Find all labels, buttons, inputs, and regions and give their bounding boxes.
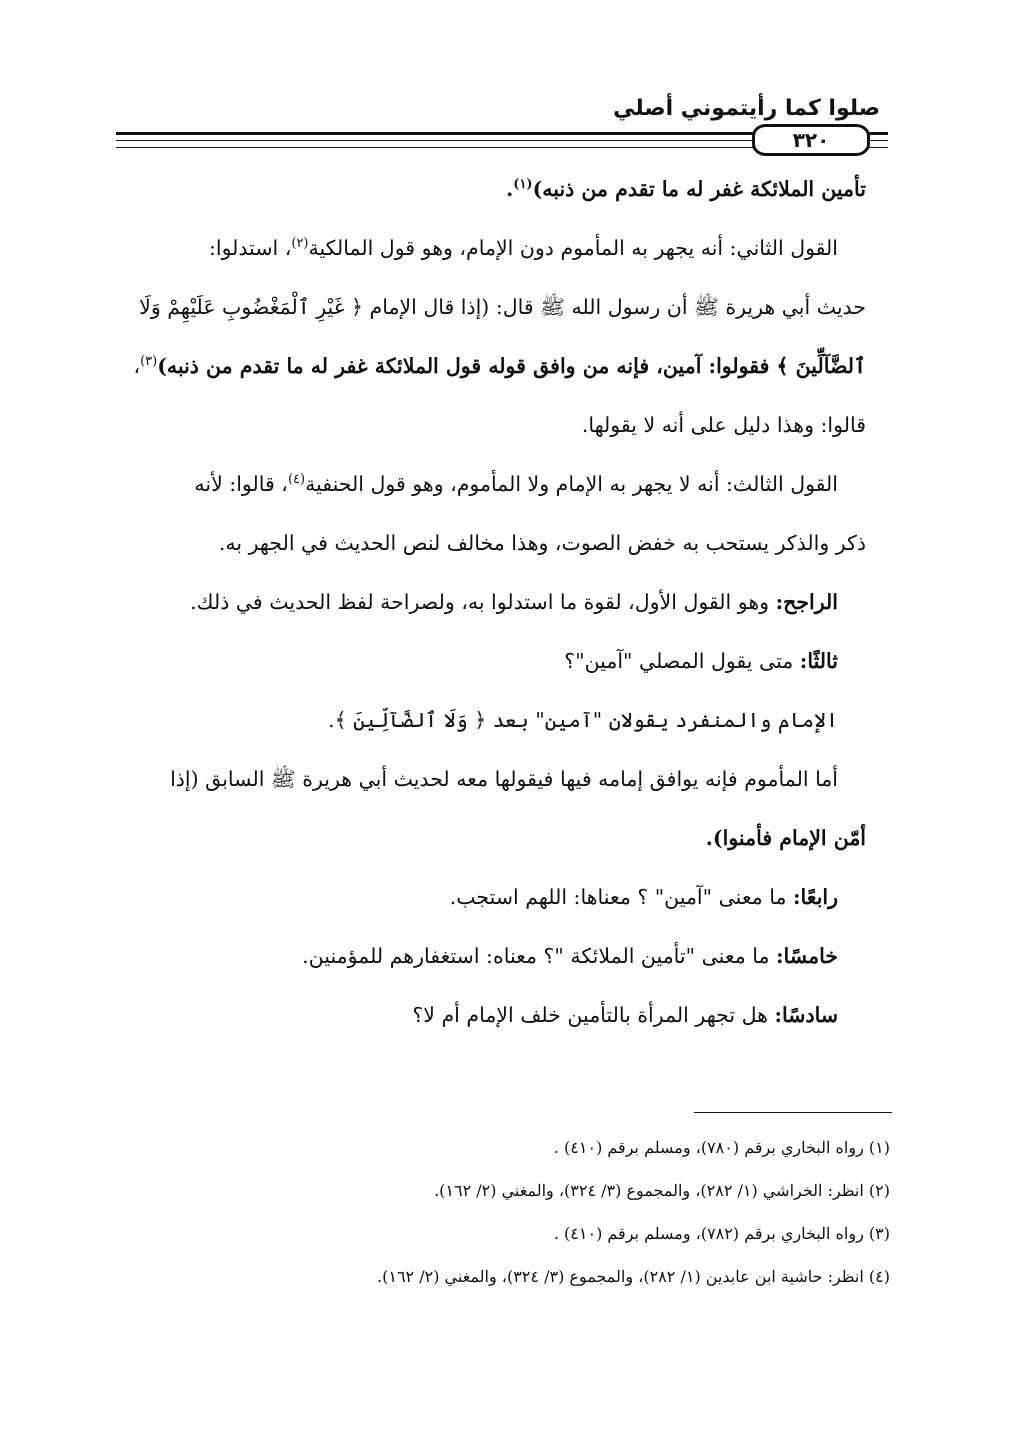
footnote-ref-2: (٢) [291, 236, 309, 252]
text-line: القول الثاني: أنه يجهر به المأموم دون الإمام، وهو قول المالكية$^{(٢)}$، استدلوا: [208, 236, 838, 260]
text-line: رابعًا: ما معنى "آمين" ؟ معناها: اللهم استجب. [449, 885, 838, 909]
paragraph-fifth-question [100, 927, 866, 986]
paragraph-second-opinion [100, 219, 866, 455]
text-line: حديث أبي هريرة ﷺ أن رسول الله ﷺ قال: (إذا قال الإمام ﴿ غَيْرِ ٱلْمَغْضُوبِ عَلَيْهِمْ وَلَا [139, 295, 866, 319]
paragraph-third-opinion [100, 455, 866, 573]
footnote-2: (٢) انظر: الخراشي (١/ ٢٨٢)، والمجموع (٣/ ٣٢٤)، والمغني (٢/ ١٦٢). [434, 1181, 890, 1200]
text-line: سادسًا: هل تجهر المرأة بالتأمين خلف الإمام أم لا؟ [412, 1003, 838, 1027]
paragraph-fourth-question [100, 868, 866, 927]
text-line: ذكر والذكر يستحب به خفض الصوت، وهذا مخالف لنص الحديث في الجهر به. [218, 531, 866, 555]
text-line: الراجح: وهو القول الأول، لقوة ما استدلوا به، ولصراحة لفظ الحديث في ذلك. [190, 590, 838, 614]
footnote-ref-1: (١) [513, 177, 533, 193]
paragraph-imam [100, 691, 866, 750]
paragraph-third-question [100, 632, 866, 691]
page-number: ٣٢٠ [752, 124, 870, 156]
paragraph-preferred [100, 573, 866, 632]
footnote-4: (٤) انظر: حاشية ابن عابدين (١/ ٢٨٢)، والمجموع (٣/ ٣٢٤)، والمغني (٢/ ١٦٢). [377, 1267, 890, 1286]
footnote-3: (٣) رواه البخاري برقم (٧٨٢)، ومسلم برقم (٤١٠) . [553, 1224, 890, 1243]
text-line: قالوا: وهذا دليل على أنه لا يقولها. [581, 413, 866, 437]
paragraph-follower [100, 750, 866, 868]
footnote-divider [694, 1112, 892, 1113]
text-line: أما المأموم فإنه يوافق إمامه فيها فيقولها معه لحديث أبي هريرة ﷺ السابق (إذا [170, 767, 838, 791]
book-title: صلوا كما رأيتموني أصلي [613, 96, 880, 121]
text-line: ٱلضَّآلِّينَ ﴾ فقولوا: آمين، فإنه من وافق قوله قول الملائكة غفر له ما تقدم من ذنبه)$^{(٣)}$، [133, 354, 866, 378]
text-line: القول الثالث: أنه لا يجهر به الإمام ولا المأموم، وهو قول الحنفية$^{(٤)}$، قالوا: لأنه [194, 472, 838, 496]
text-line: أمّن الإمام فأمنوا). [705, 826, 866, 850]
main-text [100, 160, 866, 1045]
paragraph-hadith-end [100, 160, 866, 219]
text-line: الإمام والمنفرد يقولان "آمين" بعد ﴿ وَلَا ٱلضَّآلِّينَ ﴾. [328, 708, 838, 732]
page-header [116, 96, 888, 154]
text-line: تأمين الملائكة غفر له ما تقدم من ذنبه)$^{(١)}$. [506, 177, 866, 201]
footnote-ref-3: (٣) [140, 354, 158, 370]
text-line: خامسًا: ما معنى "تأمين الملائكة "؟ معناه: استغفارهم للمؤمنين. [302, 944, 838, 968]
text-line: ثالثًا: متى يقول المصلي "آمين"؟ [564, 649, 838, 673]
footnote-ref-4: (٤) [287, 472, 306, 488]
footnotes [120, 1126, 890, 1298]
footnote-1: (١) رواه البخاري برقم (٧٨٠)، ومسلم برقم (٤١٠) . [553, 1138, 890, 1157]
paragraph-sixth-question [100, 986, 866, 1045]
